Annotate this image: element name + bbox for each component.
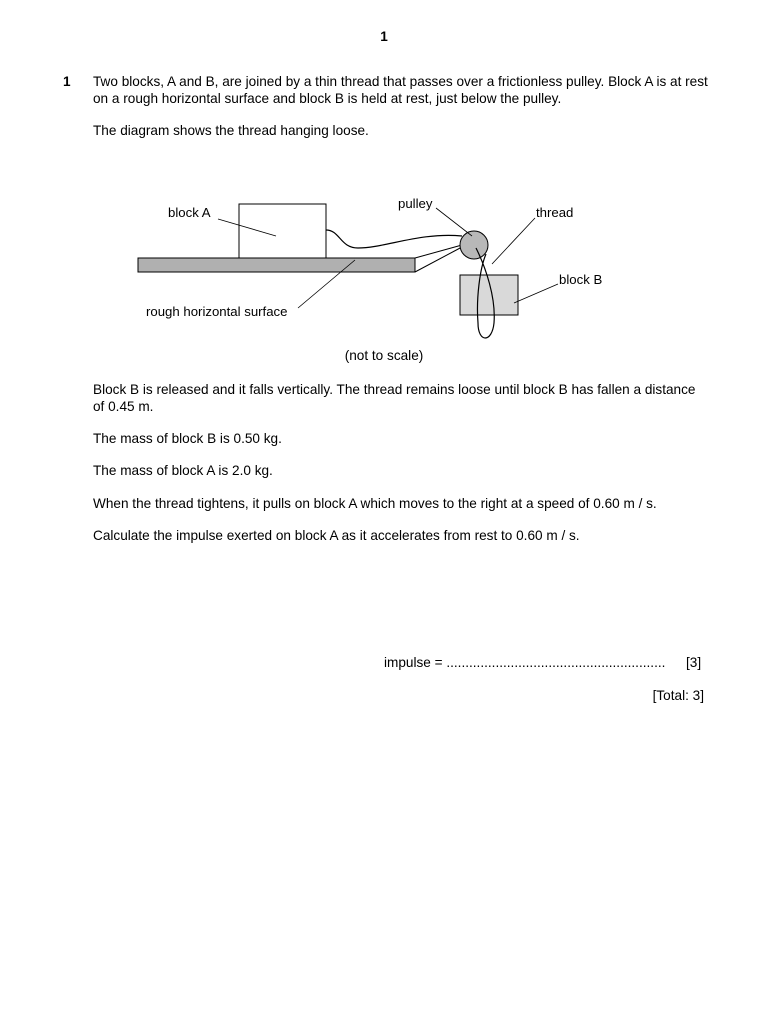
label-block-b: block B bbox=[559, 272, 603, 287]
release-text: Block B is released and it falls vertically. The thread remains loose until block B has fallen a distance of 0.45 m. bbox=[93, 382, 696, 414]
label-pulley: pulley bbox=[398, 196, 433, 211]
diagram-svg bbox=[130, 188, 610, 348]
thread-loose bbox=[326, 230, 462, 248]
answer-label: impulse = bbox=[384, 655, 447, 670]
marks-badge: [3] bbox=[686, 655, 702, 670]
label-block-a: block A bbox=[168, 205, 211, 220]
bracket-lower bbox=[415, 247, 462, 272]
total-marks: [Total: 3] bbox=[652, 688, 704, 703]
answer-line[interactable] bbox=[384, 655, 665, 670]
bracket-upper bbox=[415, 245, 462, 258]
diagram-note: The diagram shows the thread hanging loose. bbox=[93, 123, 369, 138]
leader-pulley bbox=[436, 208, 472, 236]
question-number: 1 bbox=[63, 74, 71, 89]
surface-bar bbox=[138, 258, 415, 272]
label-thread: thread bbox=[536, 205, 574, 220]
tightens-text: When the thread tightens, it pulls on block A which moves to the right at a speed of 0.60 m / s. bbox=[93, 496, 657, 511]
page-number: 1 bbox=[380, 29, 388, 44]
block-a bbox=[239, 204, 326, 258]
mass-a-text: The mass of block A is 2.0 kg. bbox=[93, 463, 273, 478]
pulley-wheel bbox=[460, 231, 488, 259]
leader-block-b bbox=[514, 284, 558, 303]
task-text: Calculate the impulse exerted on block A as it accelerates from rest to 0.60 m / s. bbox=[93, 528, 580, 543]
answer-dots[interactable]: .......................................................... bbox=[446, 655, 666, 670]
leader-thread bbox=[492, 218, 535, 264]
pulley-diagram bbox=[130, 188, 610, 348]
mass-b-text: The mass of block B is 0.50 kg. bbox=[93, 431, 282, 446]
diagram-caption: (not to scale) bbox=[344, 348, 424, 363]
question-intro: Two blocks, A and B, are joined by a thin thread that passes over a frictionless pulley. Block A is at rest on a rough horizontal surface and block B is held at rest, just below the pulley. bbox=[93, 74, 708, 106]
label-surface: rough horizontal surface bbox=[146, 304, 288, 319]
